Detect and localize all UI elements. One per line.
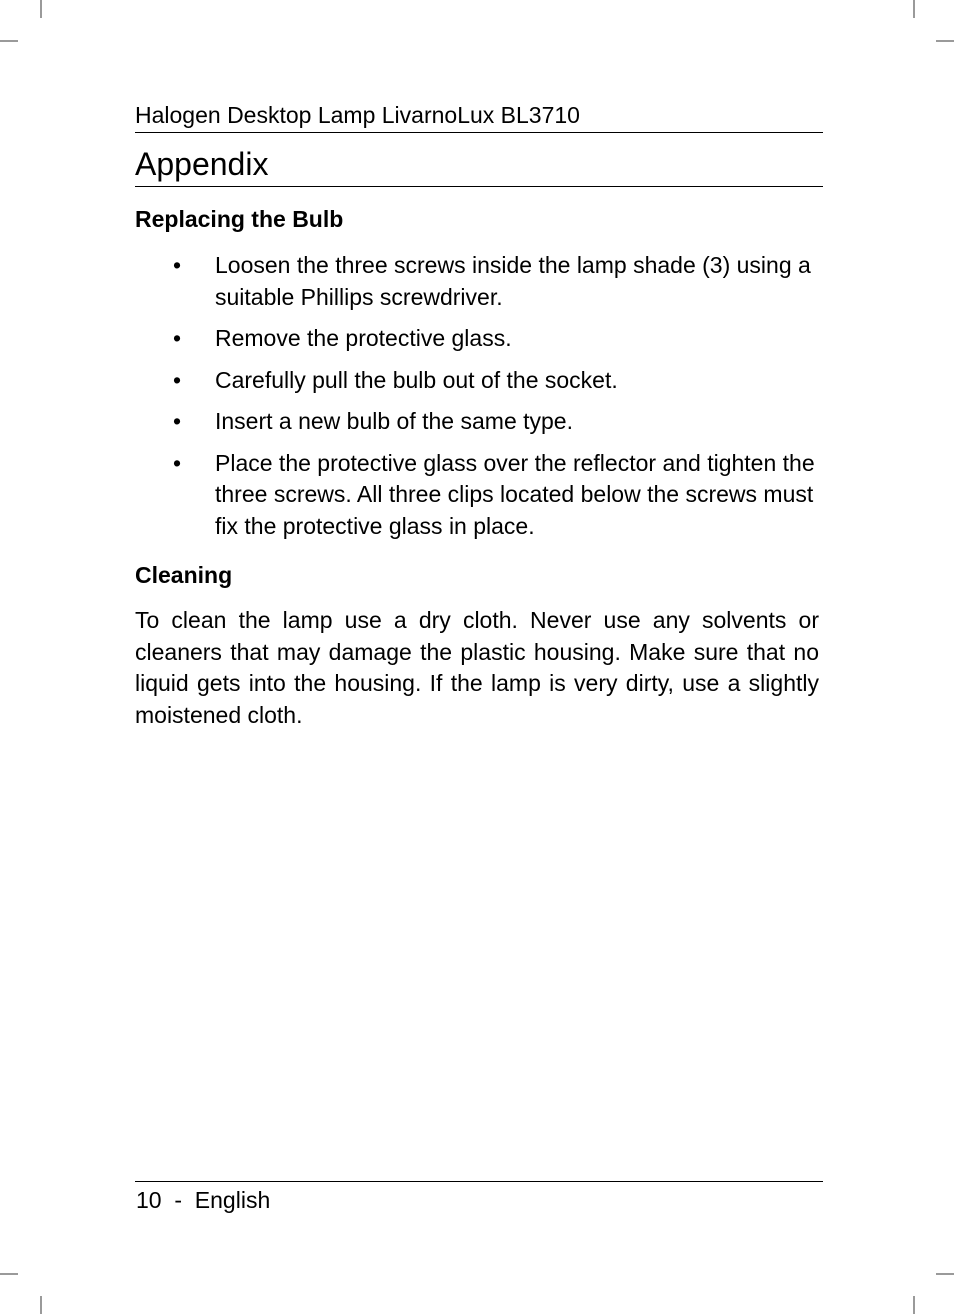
cleaning-heading: Cleaning xyxy=(135,562,233,588)
replacing-bulb-heading: Replacing the Bulb xyxy=(135,206,344,232)
crop-mark xyxy=(40,1296,42,1314)
list-item xyxy=(135,406,823,438)
crop-mark xyxy=(936,1273,954,1275)
page-header xyxy=(135,98,823,133)
bullet-icon: • xyxy=(172,408,182,434)
cleaning-paragraph: To clean the lamp use a dry cloth. Never use any solvents or cleaners that may damage the plastic housing. Make sure that no liquid gets into the housing. If the lamp is very dirty, use a slightly moistened cloth. xyxy=(135,607,819,728)
section-header xyxy=(135,140,823,187)
document-title: Halogen Desktop Lamp LivarnoLux BL3710 xyxy=(135,102,580,128)
list-item xyxy=(135,323,823,355)
page-number: 10 - English xyxy=(136,1187,271,1213)
bullet-icon: • xyxy=(172,366,182,393)
list-item-text: Carefully pull the bulb out of the socket. xyxy=(215,366,618,393)
replacing-steps-list xyxy=(135,250,823,552)
list-item-text: Loosen the three screws inside the lamp shade (3) using a suitable Phillips screwdriver. xyxy=(215,252,811,310)
crop-mark xyxy=(40,0,42,18)
list-item xyxy=(135,365,823,397)
list-item xyxy=(135,250,823,313)
list-item-text: Place the protective glass over the reflector and tighten the three screws. All three clips located below the screws must fix the protective glass in place. xyxy=(215,449,815,539)
bullet-icon: • xyxy=(172,325,182,351)
crop-mark xyxy=(936,40,954,42)
section-title: Appendix xyxy=(135,146,269,182)
list-item-text: Insert a new bulb of the same type. xyxy=(215,408,573,434)
page-footer xyxy=(135,1181,823,1222)
crop-mark xyxy=(913,1296,915,1314)
bullet-icon: • xyxy=(172,449,182,476)
crop-mark xyxy=(0,1273,18,1275)
list-item xyxy=(135,448,823,543)
crop-mark xyxy=(0,40,18,42)
list-item-text: Remove the protective glass. xyxy=(215,325,512,351)
crop-mark xyxy=(913,0,915,18)
bullet-icon: • xyxy=(172,252,182,278)
